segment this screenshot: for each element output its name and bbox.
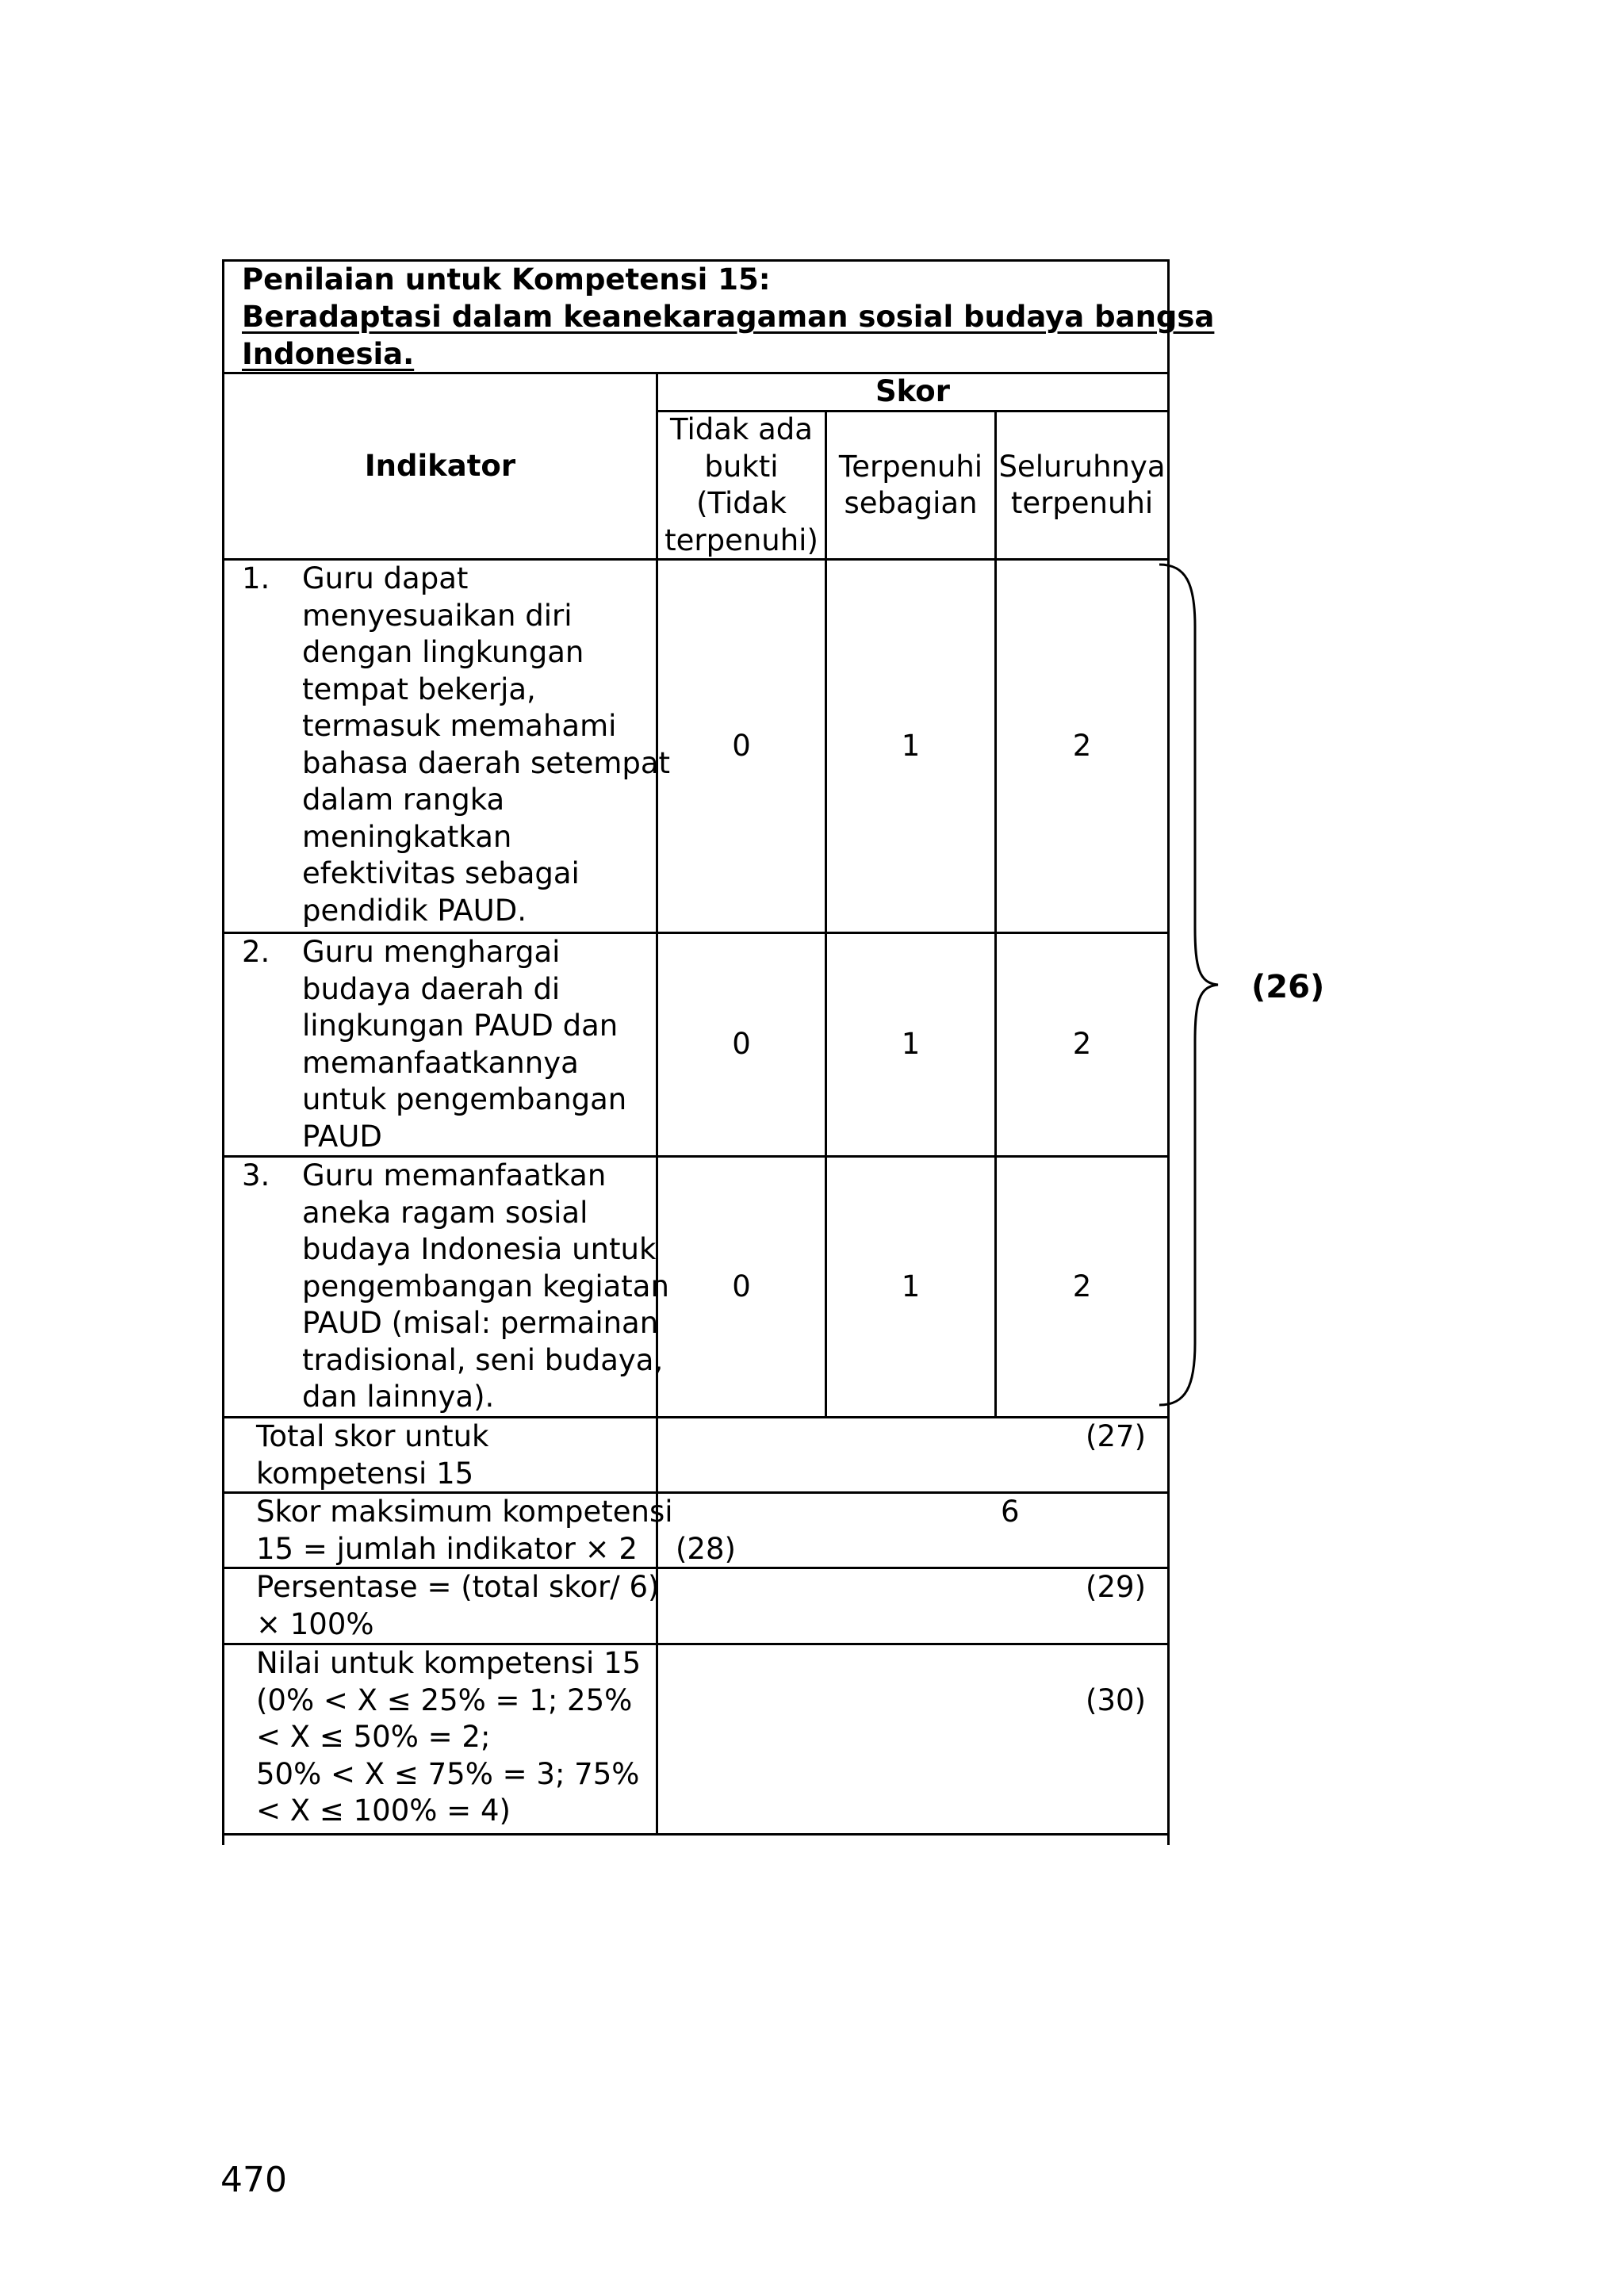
indicator-3-text: Guru memanfaatkan aneka ragam sosial budaya Indonesia untuk pengembangan kegiatan PAUD (misal: permainan tradisional, seni budaya, dan lainnya). [302,1158,669,1414]
summary-total-value: (27) [1086,1419,1146,1453]
indicator-2-text: Guru menghargai budaya daerah di lingkungan PAUD dan memanfaatkannya untuk pengembangan PAUD [302,935,627,1154]
table-subtitle-line-1: Beradaptasi dalam keanekaragaman sosial budaya bangsa [242,300,1215,334]
table-subtitle-line-2: Indonesia. [242,337,415,371]
summary-total-label: Total skor untuk kompetensi 15 [256,1419,489,1491]
indicator-1-text: Guru dapat menyesuaikan diri dengan lingkungan tempat bekerja, termasuk memahami bahasa daerah setempat dalam rangka meningkatkan efektivitas sebagai pendidik PAUD. [302,561,671,928]
indicator-3-score-0: 0 [732,1269,751,1303]
curly-brace-icon [1158,555,1221,1411]
table-title: Penilaian untuk Kompetensi 15: [242,262,771,297]
table-border-bottom [222,1833,1170,1836]
indicator-2-number: 2. [242,935,270,969]
summary-grade-value: (30) [1086,1683,1146,1717]
indicator-3-score-1: 1 [901,1269,921,1303]
indicator-2-score-0: 0 [732,1027,751,1062]
page-number: 470 [220,2160,287,2200]
summary-percentage-label: Persentase = (total skor/ 6) × 100% [256,1570,660,1641]
header-score-level-3: Seluruhnya terpenuhi [998,449,1166,520]
indicator-3-number: 3. [242,1158,270,1192]
brace-label: (26) [1251,969,1325,1005]
indicator-1-score-0: 0 [732,728,751,763]
header-skor: Skor [875,374,950,409]
indicator-3-score-2: 2 [1072,1269,1092,1303]
indicator-1-score-1: 1 [901,728,921,763]
indicator-1-score-2: 2 [1072,728,1092,763]
indicator-1-number: 1. [242,561,270,595]
header-score-level-1: Tidak ada bukti (Tidak terpenuhi) [665,412,818,557]
summary-max-value: 6 [1001,1495,1020,1529]
summary-percentage-value: (29) [1086,1570,1146,1604]
indicator-2-score-1: 1 [901,1027,921,1062]
summary-max-label: Skor maksimum kompetensi 15 = jumlah indikator × 2 [256,1495,673,1566]
header-score-level-2: Terpenuhi sebagian [838,449,983,520]
header-indikator: Indikator [364,448,516,483]
summary-grade-label: Nilai untuk kompetensi 15 (0% < X ≤ 25% = 1; 25% < X ≤ 50% = 2; 50% < X ≤ 75% = 3; 75% < X ≤ 100% = 4) [256,1646,642,1828]
indicator-2-score-2: 2 [1072,1027,1092,1062]
summary-max-marker: (28) [676,1532,736,1566]
